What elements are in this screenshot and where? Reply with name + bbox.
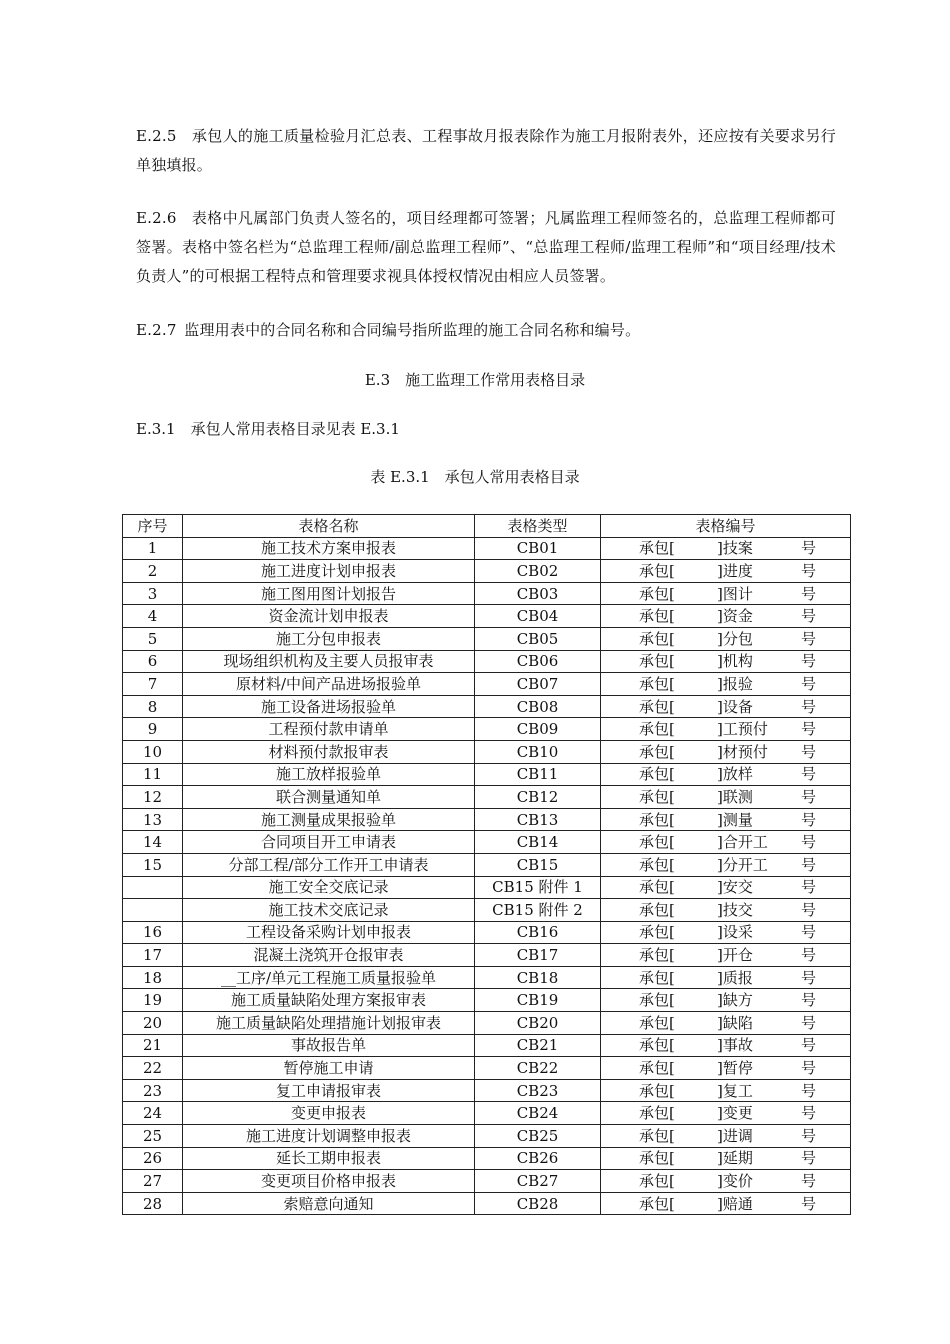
table-row xyxy=(123,921,851,944)
clause-label: E.2.5 xyxy=(136,127,177,145)
row-code xyxy=(601,1057,851,1080)
row-no xyxy=(123,876,183,899)
row-no: 28 xyxy=(123,1192,183,1215)
code-abbrev: ]技交 xyxy=(717,900,753,919)
section-title: E.3 施工监理工作常用表格目录 xyxy=(364,371,586,389)
row-name: 现场组织机构及主要人员报审表 xyxy=(183,650,475,673)
row-name: 变更项目价格申报表 xyxy=(183,1170,475,1193)
code-suffix: 号 xyxy=(801,900,817,919)
code-prefix: 承包[ xyxy=(639,968,675,987)
code-prefix: 承包[ xyxy=(639,1104,675,1123)
row-no: 10 xyxy=(123,740,183,763)
code-prefix: 承包[ xyxy=(639,1013,675,1032)
row-type: CB15 附件 2 xyxy=(475,899,601,922)
row-code xyxy=(601,1170,851,1193)
table-row xyxy=(123,831,851,854)
code-abbrev: ]技案 xyxy=(717,539,753,558)
row-name: 施工进度计划调整申报表 xyxy=(183,1125,475,1148)
code-abbrev: ]暂停 xyxy=(717,1059,753,1078)
row-name: 施工图用图计划报告 xyxy=(183,582,475,605)
code-suffix: 号 xyxy=(801,968,817,987)
row-name: 工程预付款申请单 xyxy=(183,718,475,741)
row-type: CB25 xyxy=(475,1125,601,1148)
code-suffix: 号 xyxy=(801,1059,817,1078)
row-no: 16 xyxy=(123,921,183,944)
code-prefix: 承包[ xyxy=(639,810,675,829)
row-no: 27 xyxy=(123,1170,183,1193)
code-suffix: 号 xyxy=(801,1126,817,1145)
table-row xyxy=(123,1057,851,1080)
code-abbrev: ]缺陷 xyxy=(717,1013,753,1032)
row-no: 12 xyxy=(123,786,183,809)
code-prefix: 承包[ xyxy=(639,1149,675,1168)
row-no: 2 xyxy=(123,560,183,583)
row-name: 暂停施工申请 xyxy=(183,1057,475,1080)
code-prefix: 承包[ xyxy=(639,561,675,580)
row-name: 资金流计划申报表 xyxy=(183,605,475,628)
subsection-heading: E.3.1 承包人常用表格目录见表 E.3.1 xyxy=(136,420,400,438)
row-type: CB18 xyxy=(475,966,601,989)
code-suffix: 号 xyxy=(801,561,817,580)
row-name: 施工放样报验单 xyxy=(183,763,475,786)
code-abbrev: ]安交 xyxy=(717,878,753,897)
row-name: 施工质量缺陷处理措施计划报审表 xyxy=(183,1012,475,1035)
row-code xyxy=(601,831,851,854)
row-type: CB13 xyxy=(475,808,601,831)
clause-text: 表格中凡属部门负责人签名的，项目经理都可签署；凡属监理工程师签名的，总监理工程师都可签署。表格中签名栏为“总监理工程师/副总监理工程师”、“总监理工程师/监理工程师”和“项目经理/技术负责人”的可根据工程特点和管理要求视具体授权情况由相应人员签署。 xyxy=(136,209,836,285)
code-prefix: 承包[ xyxy=(639,923,675,942)
row-name: 分部工程/部分工作开工申请表 xyxy=(183,853,475,876)
code-suffix: 号 xyxy=(801,652,817,671)
row-name: 施工设备进场报验单 xyxy=(183,695,475,718)
row-code xyxy=(601,989,851,1012)
header-code: 表格编号 xyxy=(601,515,851,538)
table-header-row xyxy=(123,515,851,538)
row-name: 施工分包申报表 xyxy=(183,627,475,650)
row-no: 9 xyxy=(123,718,183,741)
row-code xyxy=(601,944,851,967)
row-name: 施工技术交底记录 xyxy=(183,899,475,922)
table-row xyxy=(123,582,851,605)
code-prefix: 承包[ xyxy=(639,629,675,648)
table-row xyxy=(123,808,851,831)
code-abbrev: ]报验 xyxy=(717,674,753,693)
code-prefix: 承包[ xyxy=(639,991,675,1010)
paragraph-e227 xyxy=(136,316,836,345)
row-code xyxy=(601,582,851,605)
row-type: CB23 xyxy=(475,1079,601,1102)
row-no xyxy=(123,899,183,922)
row-name: 混凝土浇筑开仓报审表 xyxy=(183,944,475,967)
code-prefix: 承包[ xyxy=(639,855,675,874)
row-name: 复工申请报审表 xyxy=(183,1079,475,1102)
row-code xyxy=(601,786,851,809)
table-row xyxy=(123,786,851,809)
row-code xyxy=(601,1034,851,1057)
code-suffix: 号 xyxy=(801,742,817,761)
code-suffix: 号 xyxy=(801,855,817,874)
form-catalog-table xyxy=(122,514,851,1215)
row-type: CB11 xyxy=(475,763,601,786)
table-row xyxy=(123,1147,851,1170)
code-abbrev: ]复工 xyxy=(717,1081,753,1100)
code-abbrev: ]合开工 xyxy=(717,833,768,852)
row-no: 19 xyxy=(123,989,183,1012)
row-type: CB16 xyxy=(475,921,601,944)
code-prefix: 承包[ xyxy=(639,1194,675,1213)
row-type: CB03 xyxy=(475,582,601,605)
row-type: CB08 xyxy=(475,695,601,718)
header-no: 序号 xyxy=(123,515,183,538)
code-prefix: 承包[ xyxy=(639,900,675,919)
code-suffix: 号 xyxy=(801,1194,817,1213)
row-code xyxy=(601,627,851,650)
code-prefix: 承包[ xyxy=(639,878,675,897)
row-type: CB04 xyxy=(475,605,601,628)
row-name: 材料预付款报审表 xyxy=(183,740,475,763)
row-type: CB17 xyxy=(475,944,601,967)
code-suffix: 号 xyxy=(801,1149,817,1168)
table-row xyxy=(123,1079,851,1102)
row-name: 变更申报表 xyxy=(183,1102,475,1125)
row-code xyxy=(601,718,851,741)
code-abbrev: ]测量 xyxy=(717,810,753,829)
code-abbrev: ]赔通 xyxy=(717,1194,753,1213)
row-type: CB05 xyxy=(475,627,601,650)
table-row xyxy=(123,1102,851,1125)
table-row xyxy=(123,989,851,1012)
row-code xyxy=(601,740,851,763)
row-name: 事故报告单 xyxy=(183,1034,475,1057)
row-no: 5 xyxy=(123,627,183,650)
code-suffix: 号 xyxy=(801,810,817,829)
table-caption: 表 E.3.1 承包人常用表格目录 xyxy=(370,468,580,486)
row-no: 7 xyxy=(123,673,183,696)
row-name: 索赔意向通知 xyxy=(183,1192,475,1215)
row-type: CB01 xyxy=(475,537,601,560)
row-no: 18 xyxy=(123,966,183,989)
row-type: CB06 xyxy=(475,650,601,673)
row-type: CB21 xyxy=(475,1034,601,1057)
code-prefix: 承包[ xyxy=(639,742,675,761)
row-code xyxy=(601,1147,851,1170)
code-prefix: 承包[ xyxy=(639,697,675,716)
code-abbrev: ]事故 xyxy=(717,1036,753,1055)
table-row xyxy=(123,1012,851,1035)
row-code xyxy=(601,673,851,696)
table-row xyxy=(123,944,851,967)
table-row xyxy=(123,876,851,899)
row-code xyxy=(601,899,851,922)
code-abbrev: ]图计 xyxy=(717,584,753,603)
code-suffix: 号 xyxy=(801,1013,817,1032)
code-prefix: 承包[ xyxy=(639,833,675,852)
code-suffix: 号 xyxy=(801,787,817,806)
row-no: 6 xyxy=(123,650,183,673)
code-suffix: 号 xyxy=(801,1036,817,1055)
paragraph-e226 xyxy=(136,204,836,291)
code-abbrev: ]变价 xyxy=(717,1172,753,1191)
row-code xyxy=(601,966,851,989)
code-suffix: 号 xyxy=(801,878,817,897)
row-type: CB26 xyxy=(475,1147,601,1170)
row-name: 施工进度计划申报表 xyxy=(183,560,475,583)
row-code xyxy=(601,808,851,831)
table-row xyxy=(123,627,851,650)
code-abbrev: ]延期 xyxy=(717,1149,753,1168)
row-type: CB09 xyxy=(475,718,601,741)
code-abbrev: ]工预付 xyxy=(717,720,768,739)
code-prefix: 承包[ xyxy=(639,765,675,784)
row-code xyxy=(601,921,851,944)
row-no: 13 xyxy=(123,808,183,831)
code-prefix: 承包[ xyxy=(639,1172,675,1191)
code-abbrev: ]分包 xyxy=(717,629,753,648)
code-abbrev: ]材预付 xyxy=(717,742,768,761)
row-no: 14 xyxy=(123,831,183,854)
code-prefix: 承包[ xyxy=(639,720,675,739)
row-no: 11 xyxy=(123,763,183,786)
row-type: CB07 xyxy=(475,673,601,696)
row-code xyxy=(601,1102,851,1125)
row-type: CB02 xyxy=(475,560,601,583)
row-no: 17 xyxy=(123,944,183,967)
table-row xyxy=(123,1170,851,1193)
row-name: 施工质量缺陷处理方案报审表 xyxy=(183,989,475,1012)
row-no: 26 xyxy=(123,1147,183,1170)
row-no: 21 xyxy=(123,1034,183,1057)
row-name: 原材料/中间产品进场报验单 xyxy=(183,673,475,696)
row-code xyxy=(601,1125,851,1148)
row-code xyxy=(601,560,851,583)
code-abbrev: ]缺方 xyxy=(717,991,753,1010)
row-type: CB19 xyxy=(475,989,601,1012)
code-suffix: 号 xyxy=(801,765,817,784)
header-type: 表格类型 xyxy=(475,515,601,538)
row-no: 15 xyxy=(123,853,183,876)
table-row xyxy=(123,560,851,583)
row-code xyxy=(601,695,851,718)
clause-text: 承包人的施工质量检验月汇总表、工程事故月报表除作为施工月报附表外，还应按有关要求另行单独填报。 xyxy=(136,127,836,174)
row-name: 延长工期申报表 xyxy=(183,1147,475,1170)
clause-text: 监理用表中的合同名称和合同编号指所监理的施工合同名称和编号。 xyxy=(184,321,641,339)
row-name: 施工技术方案申报表 xyxy=(183,537,475,560)
row-name: 施工测量成果报验单 xyxy=(183,808,475,831)
row-type: CB15 xyxy=(475,853,601,876)
row-code xyxy=(601,853,851,876)
row-code xyxy=(601,1079,851,1102)
row-type: CB22 xyxy=(475,1057,601,1080)
code-suffix: 号 xyxy=(801,629,817,648)
code-suffix: 号 xyxy=(801,923,817,942)
code-abbrev: ]放样 xyxy=(717,765,753,784)
code-abbrev: ]进调 xyxy=(717,1126,753,1145)
row-name: 合同项目开工申请表 xyxy=(183,831,475,854)
code-suffix: 号 xyxy=(801,1081,817,1100)
row-no: 1 xyxy=(123,537,183,560)
row-no: 23 xyxy=(123,1079,183,1102)
row-name: 联合测量通知单 xyxy=(183,786,475,809)
header-name: 表格名称 xyxy=(183,515,475,538)
table-body xyxy=(123,537,851,1215)
row-code xyxy=(601,605,851,628)
table-row xyxy=(123,763,851,786)
row-type: CB12 xyxy=(475,786,601,809)
code-abbrev: ]质报 xyxy=(717,968,753,987)
code-prefix: 承包[ xyxy=(639,607,675,626)
paragraph-e225 xyxy=(136,122,836,180)
row-no: 4 xyxy=(123,605,183,628)
code-abbrev: ]分开工 xyxy=(717,855,768,874)
row-type: CB27 xyxy=(475,1170,601,1193)
clause-label: E.2.6 xyxy=(136,209,177,227)
row-code xyxy=(601,763,851,786)
code-suffix: 号 xyxy=(801,1104,817,1123)
table-row xyxy=(123,1034,851,1057)
table-row xyxy=(123,1125,851,1148)
code-suffix: 号 xyxy=(801,1172,817,1191)
code-suffix: 号 xyxy=(801,697,817,716)
code-abbrev: ]设备 xyxy=(717,697,753,716)
row-no: 25 xyxy=(123,1125,183,1148)
code-suffix: 号 xyxy=(801,946,817,965)
code-suffix: 号 xyxy=(801,833,817,852)
code-abbrev: ]资金 xyxy=(717,607,753,626)
code-prefix: 承包[ xyxy=(639,674,675,693)
table-row xyxy=(123,966,851,989)
code-suffix: 号 xyxy=(801,720,817,739)
code-prefix: 承包[ xyxy=(639,1059,675,1078)
row-no: 20 xyxy=(123,1012,183,1035)
table-row xyxy=(123,899,851,922)
row-type: CB15 附件 1 xyxy=(475,876,601,899)
table-row xyxy=(123,853,851,876)
table-row xyxy=(123,605,851,628)
code-suffix: 号 xyxy=(801,607,817,626)
row-name: 施工安全交底记录 xyxy=(183,876,475,899)
table-row xyxy=(123,1192,851,1215)
row-type: CB20 xyxy=(475,1012,601,1035)
table-row xyxy=(123,650,851,673)
code-suffix: 号 xyxy=(801,539,817,558)
row-type: CB14 xyxy=(475,831,601,854)
table-row xyxy=(123,695,851,718)
code-abbrev: ]联测 xyxy=(717,787,753,806)
code-prefix: 承包[ xyxy=(639,1036,675,1055)
row-code xyxy=(601,1012,851,1035)
row-no: 8 xyxy=(123,695,183,718)
code-suffix: 号 xyxy=(801,991,817,1010)
row-no: 22 xyxy=(123,1057,183,1080)
code-prefix: 承包[ xyxy=(639,787,675,806)
code-abbrev: ]机构 xyxy=(717,652,753,671)
clause-label: E.2.7 xyxy=(136,321,177,339)
code-prefix: 承包[ xyxy=(639,539,675,558)
row-code xyxy=(601,650,851,673)
table-row xyxy=(123,740,851,763)
row-name: __工序/单元工程施工质量报验单 xyxy=(183,966,475,989)
code-prefix: 承包[ xyxy=(639,946,675,965)
row-code xyxy=(601,876,851,899)
code-abbrev: ]变更 xyxy=(717,1104,753,1123)
table-row xyxy=(123,537,851,560)
row-type: CB24 xyxy=(475,1102,601,1125)
code-prefix: 承包[ xyxy=(639,584,675,603)
row-type: CB28 xyxy=(475,1192,601,1215)
code-abbrev: ]开仓 xyxy=(717,946,753,965)
code-abbrev: ]进度 xyxy=(717,561,753,580)
code-suffix: 号 xyxy=(801,584,817,603)
row-code xyxy=(601,537,851,560)
row-name: 工程设备采购计划申报表 xyxy=(183,921,475,944)
code-suffix: 号 xyxy=(801,674,817,693)
code-abbrev: ]设采 xyxy=(717,923,753,942)
table-row xyxy=(123,718,851,741)
row-no: 3 xyxy=(123,582,183,605)
code-prefix: 承包[ xyxy=(639,1081,675,1100)
row-no: 24 xyxy=(123,1102,183,1125)
row-type: CB10 xyxy=(475,740,601,763)
row-code xyxy=(601,1192,851,1215)
table-row xyxy=(123,673,851,696)
code-prefix: 承包[ xyxy=(639,1126,675,1145)
code-prefix: 承包[ xyxy=(639,652,675,671)
